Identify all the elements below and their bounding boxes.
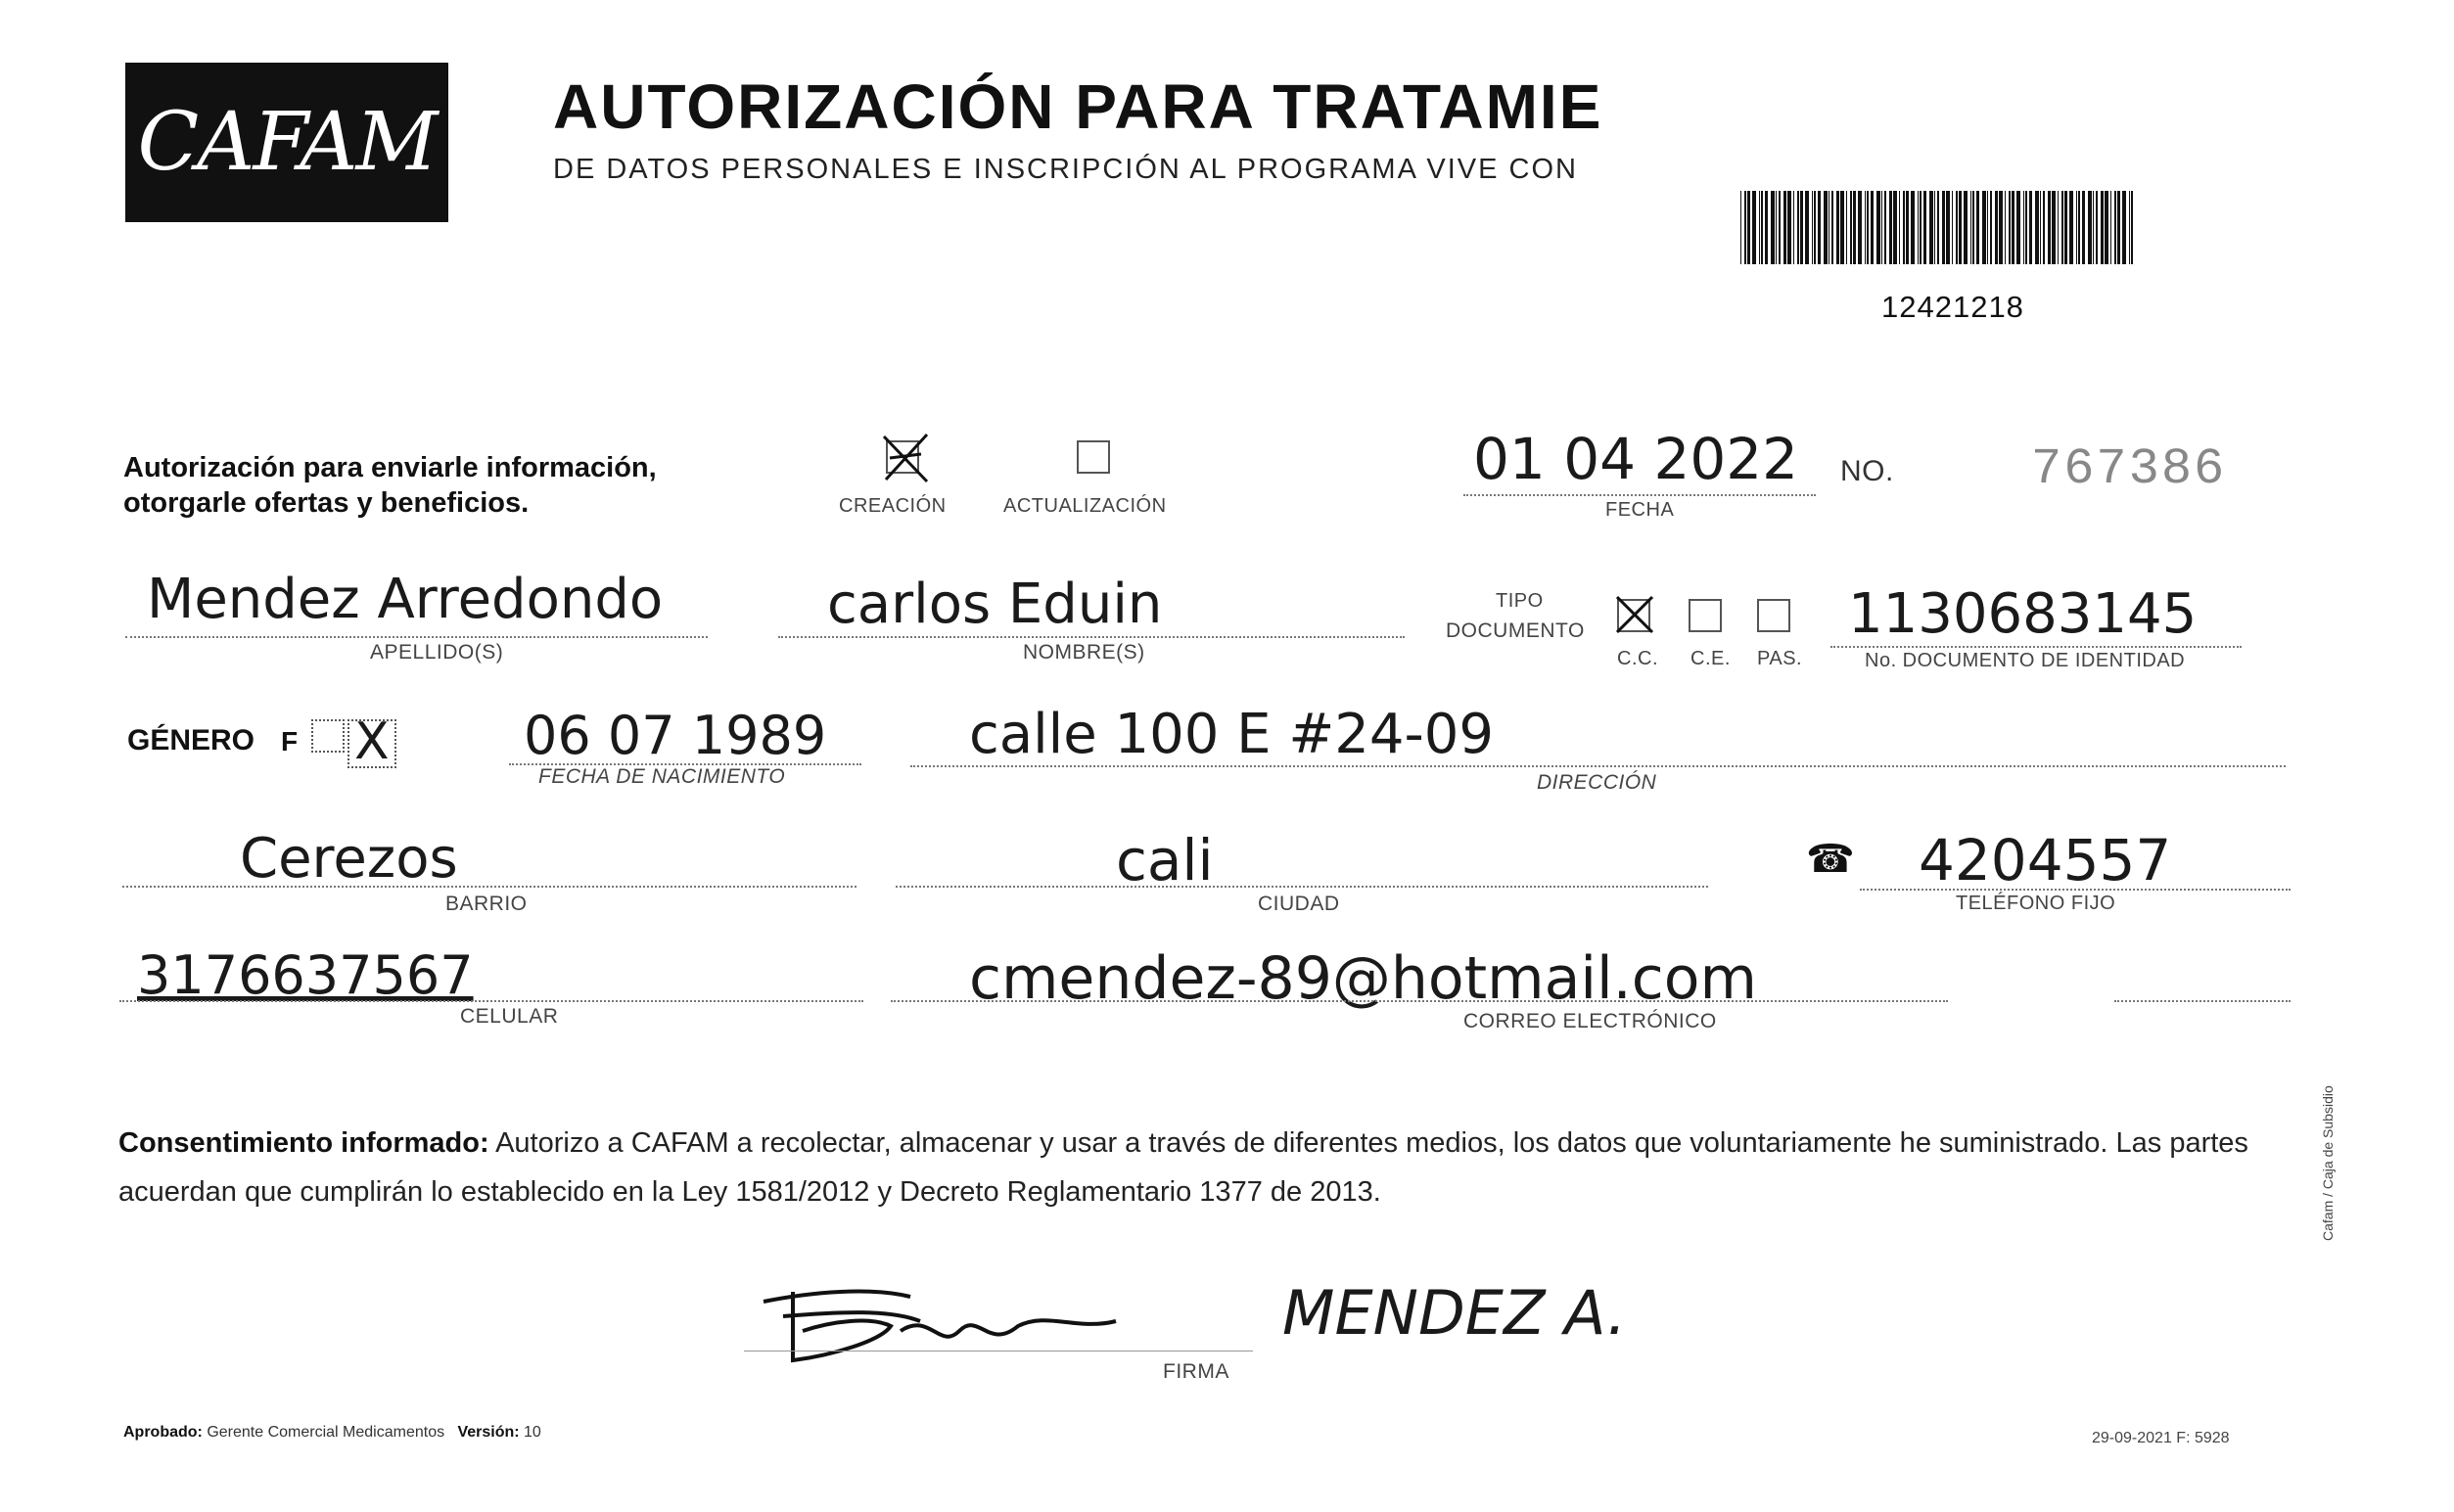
- cafam-logo: [125, 63, 448, 222]
- creacion-label: CREACIÓN: [839, 495, 947, 517]
- fecha-value[interactable]: 01 04 2022: [1473, 426, 1799, 492]
- footer-date-code: 29-09-2021 F: 5928: [2092, 1430, 2230, 1446]
- logo-text: CAFAM: [137, 96, 437, 189]
- pas-label: PAS.: [1757, 648, 1803, 669]
- tipo-label: TIPO: [1496, 590, 1544, 612]
- fecha-label: FECHA: [1605, 499, 1675, 521]
- fecha-nacimiento-label: FECHA DE NACIMIENTO: [538, 765, 786, 788]
- barcode-number: 12421218: [1881, 290, 2024, 324]
- telefono-value[interactable]: 4204557: [1919, 827, 2172, 893]
- consent-paragraph: [118, 1119, 2301, 1216]
- consent-body: Autorizo a CAFAM a recolectar, almacenar y usar a través de diferentes medios, los datos que voluntariamente he suministrado. Las partes acuerdan que cumplirán lo establecido en la Ley 1581/2012 y Decreto Reglamentario 1377 de 2013.: [118, 1127, 2248, 1208]
- pas-checkbox[interactable]: [1757, 599, 1790, 632]
- no-label: NO.: [1840, 455, 1894, 487]
- telefono-label: TELÉFONO FIJO: [1956, 893, 2116, 914]
- form-subtitle: DE DATOS PERSONALES E INSCRIPCIÓN AL PROGRAMA VIVE CON: [553, 154, 1578, 185]
- genero-f-checkbox[interactable]: [311, 719, 345, 753]
- correo-value[interactable]: cmendez-89@hotmail.com: [969, 944, 1757, 1013]
- apellidos-label: APELLIDO(S): [370, 641, 504, 664]
- creacion-check-mark-icon: [876, 429, 935, 487]
- direccion-label: DIRECCIÓN: [1537, 771, 1657, 794]
- aprobado-value: Gerente Comercial Medicamentos: [207, 1424, 445, 1441]
- barrio-label: BARRIO: [445, 893, 528, 915]
- cc-label: C.C.: [1617, 648, 1658, 669]
- firma-label: FIRMA: [1163, 1360, 1229, 1383]
- signature-name: MENDEZ A.: [1282, 1277, 1627, 1349]
- apellidos-value[interactable]: Mendez Arredondo: [147, 568, 664, 631]
- version-value: 10: [524, 1424, 541, 1441]
- celular-value[interactable]: 3176637567: [137, 944, 474, 1006]
- no-value: 767386: [2031, 440, 2227, 498]
- nombres-value[interactable]: carlos Eduin: [827, 573, 1163, 636]
- celular-label: CELULAR: [460, 1005, 559, 1028]
- ce-label: C.E.: [1690, 648, 1731, 669]
- ciudad-label: CIUDAD: [1258, 893, 1340, 915]
- ce-checkbox[interactable]: [1689, 599, 1722, 632]
- documento-type-label: DOCUMENTO: [1446, 619, 1585, 642]
- version-label: Versión:: [457, 1424, 520, 1441]
- correo-label: CORREO ELECTRÓNICO: [1463, 1010, 1717, 1032]
- authorization-text-line1: Autorización para enviarle información,: [123, 452, 657, 483]
- cc-check-mark-icon: [1613, 593, 1656, 636]
- ciudad-value[interactable]: cali: [1116, 827, 1214, 893]
- documento-value[interactable]: 1130683145: [1848, 582, 2198, 646]
- side-vertical-text: Cafam / Caja de Subsidio: [2320, 1085, 2336, 1241]
- form-title: AUTORIZACIÓN PARA TRATAMIE: [553, 71, 1603, 142]
- documento-label: No. DOCUMENTO DE IDENTIDAD: [1865, 650, 2186, 671]
- phone-icon: ☎: [1806, 838, 1855, 881]
- aprobado-label: Aprobado:: [123, 1424, 203, 1441]
- consent-heading: Consentimiento informado:: [118, 1127, 489, 1159]
- barcode-icon: [1740, 191, 2137, 264]
- genero-label: GÉNERO: [127, 724, 255, 756]
- actualizacion-label: ACTUALIZACIÓN: [1003, 495, 1167, 517]
- authorization-text-line2: otorgarle ofertas y beneficios.: [123, 487, 530, 519]
- footer-approval: [123, 1424, 541, 1442]
- nombres-label: NOMBRE(S): [1023, 641, 1145, 664]
- genero-f-label: F: [281, 726, 299, 756]
- fecha-nacimiento-value[interactable]: 06 07 1989: [524, 705, 827, 766]
- actualizacion-checkbox[interactable]: [1077, 440, 1110, 474]
- authorization-text: [123, 450, 760, 521]
- direccion-value[interactable]: calle 100 E #24-09: [969, 703, 1494, 766]
- barrio-value[interactable]: Cerezos: [240, 827, 458, 891]
- genero-m-mark: X: [354, 712, 390, 771]
